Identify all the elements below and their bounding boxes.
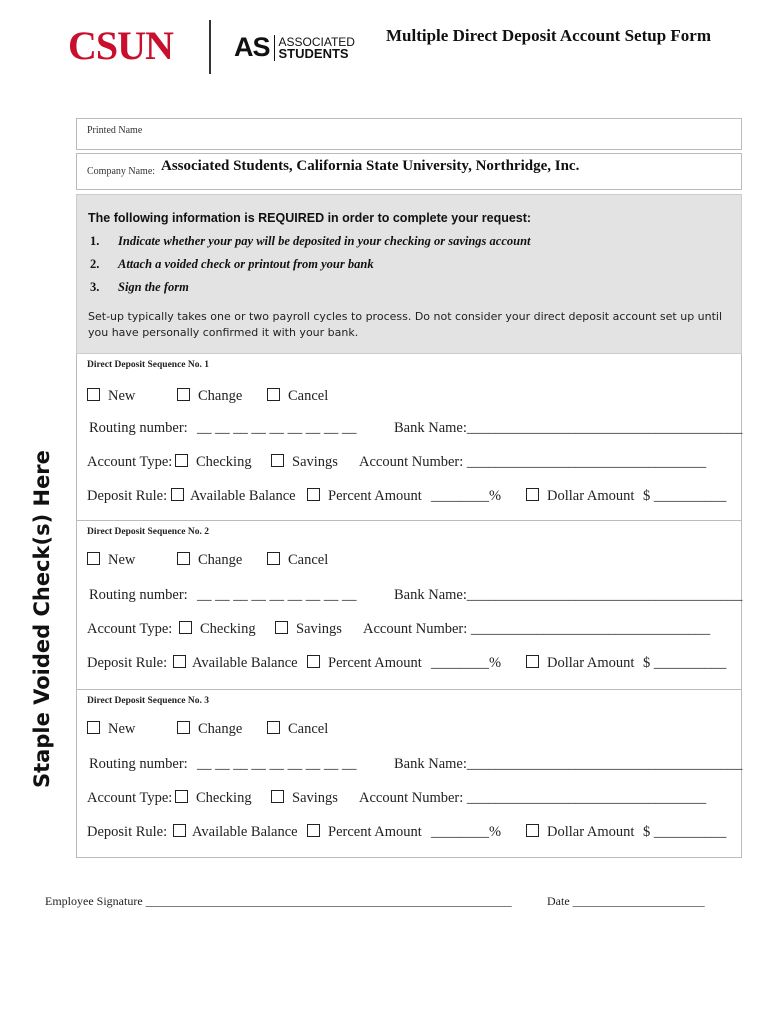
- new-checkbox[interactable]: [87, 552, 100, 565]
- percent-amount-field[interactable]: ________%: [431, 824, 502, 840]
- change-label: Change: [198, 388, 243, 404]
- savings-checkbox[interactable]: [275, 621, 288, 634]
- cancel-label: Cancel: [288, 388, 329, 404]
- requirements-heading: The following information is REQUIRED in order to complete your request:: [88, 211, 532, 225]
- requirement-item: [90, 280, 189, 295]
- checking-checkbox[interactable]: [175, 454, 188, 467]
- new-checkbox[interactable]: [87, 721, 100, 734]
- account-type-label: Account Type:: [87, 454, 173, 470]
- deposit-sequence-3: [76, 690, 742, 858]
- checking-checkbox[interactable]: [179, 621, 192, 634]
- routing-number-field[interactable]: __ __ __ __ __ __ __ __ __: [197, 756, 357, 772]
- deposit-sequence-2: [76, 521, 742, 690]
- available-balance-checkbox[interactable]: [173, 824, 186, 837]
- available-balance-checkbox[interactable]: [173, 655, 186, 668]
- requirement-number: 1.: [90, 234, 100, 248]
- cancel-checkbox[interactable]: [267, 721, 280, 734]
- printed-name-label: Printed Name: [87, 125, 143, 136]
- requirements-panel: [76, 194, 742, 354]
- cancel-checkbox[interactable]: [267, 552, 280, 565]
- deposit-rule-label: Deposit Rule:: [87, 488, 168, 504]
- dollar-amount-label: Dollar Amount: [547, 824, 635, 840]
- printed-name-field[interactable]: [76, 118, 742, 150]
- company-name-row: [76, 153, 742, 190]
- dollar-amount-field[interactable]: $ __________: [643, 655, 727, 671]
- sequence-title: Direct Deposit Sequence No. 2: [87, 527, 209, 537]
- account-number-field[interactable]: Account Number: _________________________________: [359, 790, 707, 806]
- checking-label: Checking: [196, 790, 252, 806]
- available-balance-label: Available Balance: [192, 655, 298, 671]
- requirement-number: 3.: [90, 280, 100, 294]
- change-checkbox[interactable]: [177, 552, 190, 565]
- account-type-label: Account Type:: [87, 790, 173, 806]
- company-name-label: Company Name:: [87, 166, 156, 177]
- savings-label: Savings: [292, 790, 338, 806]
- staple-voided-check-label: Staple Voided Check(s) Here: [30, 450, 54, 788]
- dollar-amount-checkbox[interactable]: [526, 655, 539, 668]
- associated-students-logo: [234, 32, 355, 63]
- new-checkbox[interactable]: [87, 388, 100, 401]
- requirement-number: 2.: [90, 257, 100, 271]
- change-checkbox[interactable]: [177, 721, 190, 734]
- new-label: New: [108, 552, 136, 568]
- new-label: New: [108, 388, 136, 404]
- company-name-value: Associated Students, California State University, Northridge, Inc.: [161, 158, 580, 174]
- change-label: Change: [198, 552, 243, 568]
- savings-label: Savings: [292, 454, 338, 470]
- requirement-text: Attach a voided check or printout from your bank: [118, 257, 374, 271]
- deposit-rule-label: Deposit Rule:: [87, 655, 168, 671]
- percent-amount-label: Percent Amount: [328, 488, 422, 504]
- csun-logo: CSUN: [68, 23, 173, 68]
- dollar-amount-field[interactable]: $ __________: [643, 824, 727, 840]
- requirement-text: Sign the form: [118, 280, 189, 294]
- percent-amount-field[interactable]: ________%: [431, 655, 502, 671]
- as-logo-letters: AS: [234, 32, 270, 62]
- routing-number-label: Routing number:: [89, 756, 188, 772]
- requirement-text: Indicate whether your pay will be deposited in your checking or savings account: [118, 234, 531, 248]
- percent-amount-label: Percent Amount: [328, 655, 422, 671]
- savings-checkbox[interactable]: [271, 790, 284, 803]
- bank-name-field[interactable]: Bank Name:______________________________________: [394, 420, 743, 436]
- checking-checkbox[interactable]: [175, 790, 188, 803]
- percent-amount-checkbox[interactable]: [307, 488, 320, 501]
- dollar-amount-checkbox[interactable]: [526, 824, 539, 837]
- as-logo-line1: ASSOCIATED: [278, 34, 355, 49]
- available-balance-label: Available Balance: [192, 824, 298, 840]
- form-title: Multiple Direct Deposit Account Setup Form: [386, 26, 712, 45]
- deposit-sequence-1: [76, 354, 742, 521]
- percent-amount-field[interactable]: ________%: [431, 488, 502, 504]
- requirement-item: [90, 257, 374, 272]
- dollar-amount-label: Dollar Amount: [547, 488, 635, 504]
- sequence-title: Direct Deposit Sequence No. 3: [87, 696, 209, 706]
- deposit-rule-label: Deposit Rule:: [87, 824, 168, 840]
- as-logo-line2: STUDENTS: [278, 45, 349, 61]
- bank-name-field[interactable]: Bank Name:______________________________________: [394, 587, 743, 603]
- as-logo-words: [279, 36, 355, 60]
- change-label: Change: [198, 721, 243, 737]
- new-label: New: [108, 721, 136, 737]
- dollar-amount-label: Dollar Amount: [547, 655, 635, 671]
- employee-signature-field[interactable]: Employee Signature _____________________________________________________________: [45, 894, 512, 908]
- percent-amount-checkbox[interactable]: [307, 824, 320, 837]
- requirements-note: Set-up typically takes one or two payroll cycles to process. Do not consider your direct deposit account set up until you have personally confirmed it with your bank.: [88, 310, 723, 339]
- available-balance-checkbox[interactable]: [171, 488, 184, 501]
- routing-number-label: Routing number:: [89, 587, 188, 603]
- dollar-amount-checkbox[interactable]: [526, 488, 539, 501]
- routing-number-field[interactable]: __ __ __ __ __ __ __ __ __: [197, 587, 357, 603]
- routing-number-label: Routing number:: [89, 420, 188, 436]
- change-checkbox[interactable]: [177, 388, 190, 401]
- requirement-item: [90, 234, 531, 249]
- routing-number-field[interactable]: __ __ __ __ __ __ __ __ __: [197, 420, 357, 436]
- percent-amount-label: Percent Amount: [328, 824, 422, 840]
- checking-label: Checking: [196, 454, 252, 470]
- dollar-amount-field[interactable]: $ __________: [643, 488, 727, 504]
- available-balance-label: Available Balance: [190, 488, 296, 504]
- savings-checkbox[interactable]: [271, 454, 284, 467]
- account-number-field[interactable]: Account Number: _________________________________: [363, 621, 711, 637]
- logo-divider: [209, 20, 211, 74]
- account-number-field[interactable]: Account Number: _________________________________: [359, 454, 707, 470]
- date-field[interactable]: Date ______________________: [547, 894, 705, 908]
- sequence-title: Direct Deposit Sequence No. 1: [87, 360, 209, 370]
- cancel-label: Cancel: [288, 552, 329, 568]
- bank-name-field[interactable]: Bank Name:______________________________________: [394, 756, 743, 772]
- cancel-label: Cancel: [288, 721, 329, 737]
- account-type-label: Account Type:: [87, 621, 173, 637]
- checking-label: Checking: [200, 621, 256, 637]
- cancel-checkbox[interactable]: [267, 388, 280, 401]
- as-logo-bar: [274, 35, 275, 61]
- savings-label: Savings: [296, 621, 342, 637]
- percent-amount-checkbox[interactable]: [307, 655, 320, 668]
